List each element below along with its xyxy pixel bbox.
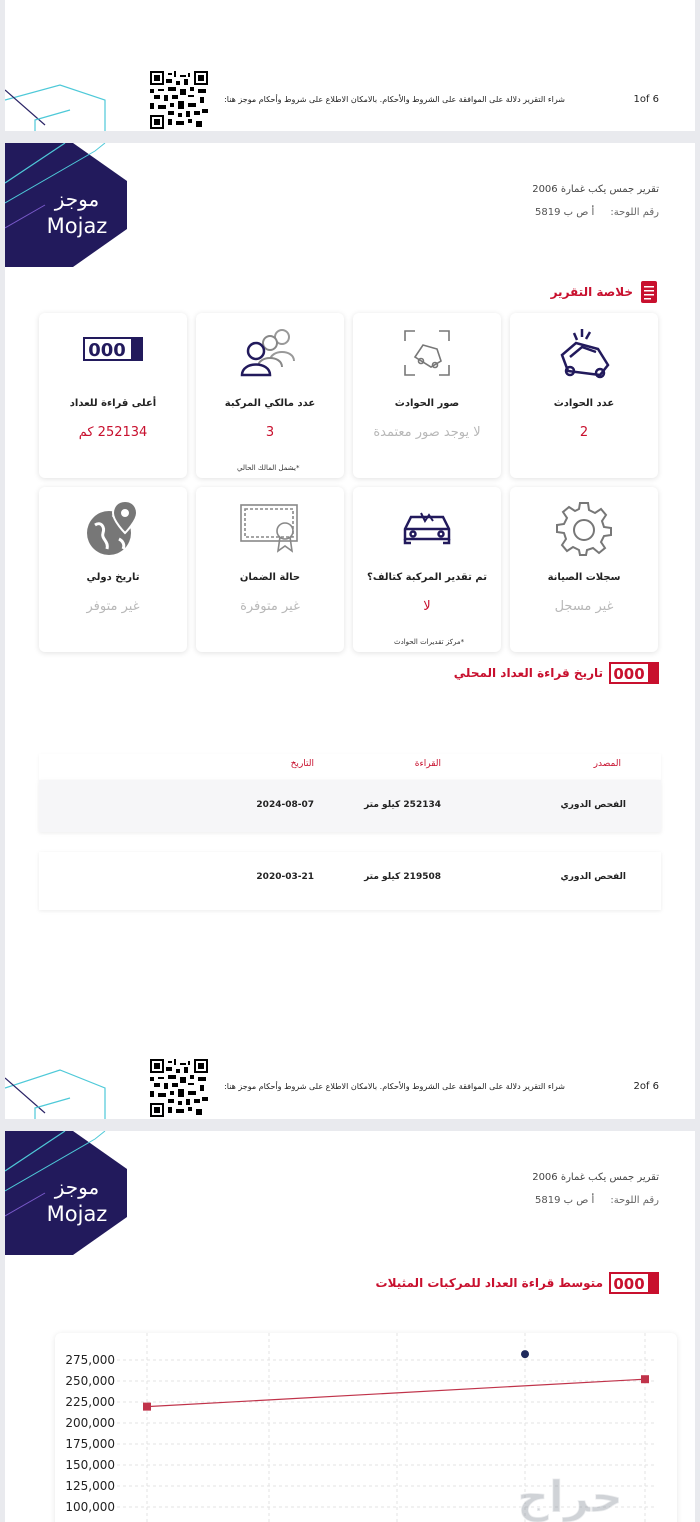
total-loss-note: *مركز تقديرات الحوادث — [394, 638, 465, 646]
page-number: 2of 6 — [633, 1081, 659, 1092]
globe-location-icon — [83, 497, 143, 557]
table-row: الفحص الدوري 219508 كيلو متر 2020-03-21 — [39, 852, 661, 910]
svg-text:000: 000 — [613, 665, 645, 683]
avg-odometer-title: 000 متوسط قراءة العداد للمركبات المثيلات — [376, 1272, 659, 1294]
report-page-1 — [5, 0, 695, 131]
table-row: الفحص الدوري 252134 كيلو متر 2024-08-07 — [39, 780, 661, 832]
y-tick-label: 200,000 — [65, 1416, 115, 1430]
summary-title: خلاصة التقرير — [551, 280, 659, 304]
gear-icon — [556, 501, 612, 557]
summary-card-owners-count: عدد مالكي المركبة 3 — [196, 313, 344, 478]
logo-ar-text: موجز — [54, 187, 100, 211]
plate-row — [535, 1195, 659, 1206]
report-page-2 — [5, 143, 695, 1119]
data-point-average — [521, 1350, 529, 1358]
summary-card-max-odometer: 000 أعلى قراءة للعداد 252134 كم — [39, 313, 187, 478]
data-point-vehicle — [143, 1403, 151, 1411]
decor-lines-icon — [5, 1058, 115, 1119]
data-point-vehicle — [641, 1375, 649, 1383]
summary-card-maintenance: سجلات الصيانة غير مسجل — [510, 487, 658, 652]
y-tick-label: 150,000 — [65, 1458, 115, 1472]
y-tick-label: 250,000 — [65, 1374, 115, 1388]
footer-terms-text: شراء التقرير دلالة على الموافقة على الشروط والأحكام. بالامكان الاطلاع على شروط وأحكام موجز هنا: — [224, 95, 565, 104]
series-line-vehicle — [147, 1379, 645, 1406]
warranty-certificate-icon — [239, 501, 301, 553]
y-tick-label: 225,000 — [65, 1395, 115, 1409]
plate-label: رقم اللوحة: — [610, 207, 659, 218]
svg-text:حراج: حراج — [517, 1472, 623, 1522]
damaged-car-icon — [401, 509, 453, 545]
mojaz-logo — [5, 1131, 135, 1255]
haraj-watermark — [475, 1466, 665, 1522]
y-tick-label: 125,000 — [65, 1479, 115, 1493]
odometer-icon — [609, 662, 659, 684]
logo-en-text: Mojaz — [46, 214, 108, 238]
car-crash-icon — [554, 327, 614, 379]
qr-code-icon[interactable] — [150, 71, 208, 129]
owners-note: *يشمل المالك الحالي — [237, 464, 300, 472]
y-tick-label: 175,000 — [65, 1437, 115, 1451]
odometer-icon — [83, 337, 143, 361]
summary-card-international-history: تاريخ دولي غير متوفر — [39, 487, 187, 652]
plate-value: أ ص ب 5819 — [535, 207, 595, 218]
footer-terms-text: شراء التقرير دلالة على الموافقة على الشروط والأحكام. بالامكان الاطلاع على شروط وأحكام موجز هنا: — [224, 1082, 565, 1091]
odometer-table-header — [39, 754, 661, 780]
mojaz-logo — [5, 143, 135, 267]
report-title: تقرير جمس يكب غمارة 2006 — [532, 184, 659, 195]
summary-card-accidents-count: عدد الحوادث 2 — [510, 313, 658, 478]
plate-label: رقم اللوحة: — [610, 1195, 659, 1206]
col-reading: القراءة — [414, 759, 441, 769]
owners-icon — [238, 327, 302, 377]
summary-card-warranty: حالة الضمان غير متوفرة — [196, 487, 344, 652]
report-title: تقرير جمس يكب غمارة 2006 — [532, 1172, 659, 1183]
odometer-history-title: 000 تاريخ قراءة العداد المحلي — [454, 662, 659, 684]
logo-en-text: Mojaz — [46, 1202, 108, 1226]
svg-text:000: 000 — [613, 1275, 645, 1293]
col-source: المصدر — [593, 759, 621, 769]
report-page-3 — [5, 1131, 695, 1522]
page-number: 1of 6 — [633, 94, 659, 105]
decor-lines-icon — [5, 70, 115, 131]
y-tick-label: 275,000 — [65, 1353, 115, 1367]
odometer-icon — [609, 1272, 659, 1294]
col-date: التاريخ — [290, 759, 314, 769]
accident-photo-icon — [401, 327, 453, 379]
summary-card-total-loss: تم تقدير المركبة كتالف؟ لا — [353, 487, 501, 652]
svg-text:000: 000 — [88, 340, 126, 361]
plate-row — [535, 207, 659, 218]
logo-ar-text: موجز — [54, 1175, 100, 1199]
plate-value: أ ص ب 5819 — [535, 1195, 595, 1206]
qr-code-icon[interactable] — [150, 1059, 208, 1117]
y-tick-label: 100,000 — [65, 1500, 115, 1514]
report-doc-icon — [639, 280, 659, 304]
summary-card-accident-photos: صور الحوادث لا يوجد صور معتمدة — [353, 313, 501, 478]
